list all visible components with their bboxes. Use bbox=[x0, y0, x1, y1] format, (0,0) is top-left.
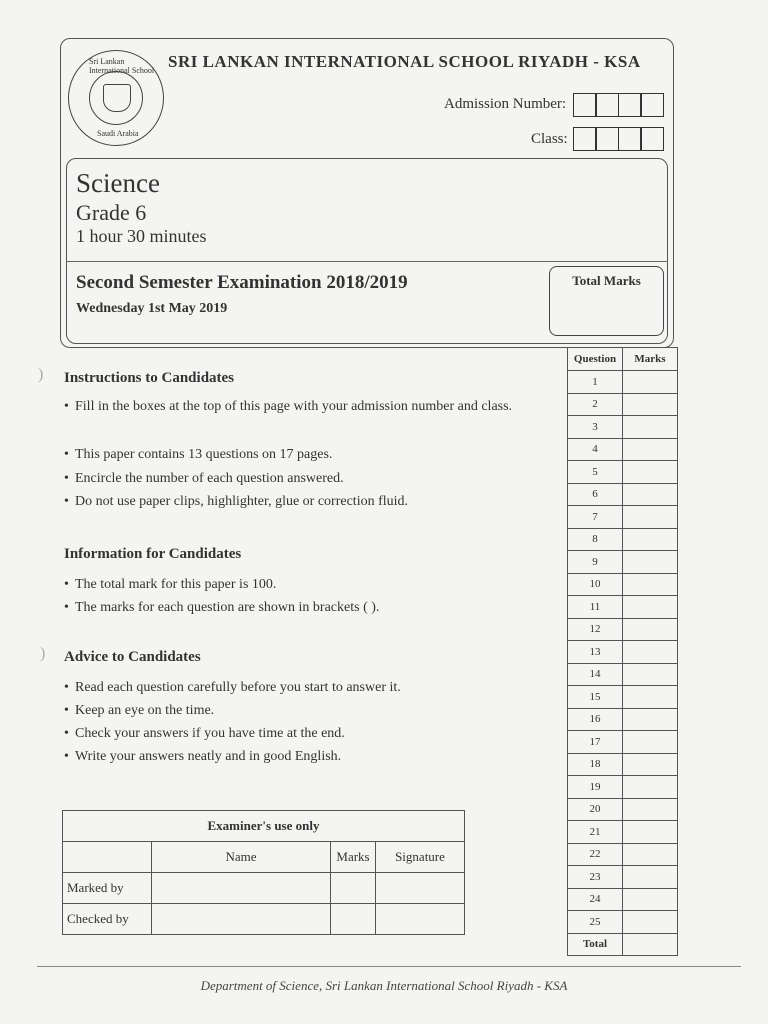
marks-cell[interactable] bbox=[623, 686, 678, 709]
total-marks-box[interactable] bbox=[549, 266, 664, 336]
logo-text-top: Sri Lankan International School bbox=[89, 57, 155, 75]
bullet-icon: • bbox=[64, 399, 69, 414]
marks-cell[interactable] bbox=[623, 416, 678, 439]
question-column-header: Question bbox=[568, 348, 623, 371]
table-row bbox=[568, 843, 678, 866]
question-number[interactable]: 4 bbox=[568, 438, 623, 461]
marks-cell[interactable] bbox=[623, 438, 678, 461]
admission-number-boxes[interactable] bbox=[574, 93, 664, 115]
divider bbox=[66, 261, 668, 262]
table-row bbox=[568, 888, 678, 911]
footer-divider bbox=[37, 966, 741, 967]
question-number[interactable]: 24 bbox=[568, 888, 623, 911]
grade-title: Grade 6 bbox=[76, 200, 147, 225]
question-number[interactable]: 13 bbox=[568, 641, 623, 664]
examiner-title: Examiner's use only bbox=[63, 811, 465, 842]
marks-cell[interactable] bbox=[623, 888, 678, 911]
examiner-header-row bbox=[63, 842, 465, 873]
table-row bbox=[568, 641, 678, 664]
marks-cell[interactable] bbox=[623, 506, 678, 529]
table-row bbox=[568, 753, 678, 776]
bullet-icon: • bbox=[64, 680, 69, 695]
school-name: SRI LANKAN INTERNATIONAL SCHOOL RIYADH - KSA bbox=[168, 52, 641, 71]
table-row bbox=[568, 483, 678, 506]
marks-cell[interactable] bbox=[623, 461, 678, 484]
examiner-title-row bbox=[63, 811, 465, 842]
class-box[interactable] bbox=[573, 127, 597, 151]
bullet-icon: • bbox=[64, 600, 69, 615]
question-number[interactable]: 12 bbox=[568, 618, 623, 641]
question-number[interactable]: 16 bbox=[568, 708, 623, 731]
table-row bbox=[568, 776, 678, 799]
checked-by-label: Checked by bbox=[63, 904, 152, 935]
table-row bbox=[568, 821, 678, 844]
question-number[interactable]: 7 bbox=[568, 506, 623, 529]
table-row bbox=[568, 461, 678, 484]
bullet-icon: • bbox=[64, 471, 69, 486]
table-row bbox=[568, 663, 678, 686]
advice-item: • Check your answers if you have time at the end. bbox=[64, 725, 345, 743]
total-label: Total bbox=[568, 933, 623, 956]
table-row bbox=[568, 596, 678, 619]
class-box[interactable] bbox=[618, 127, 642, 151]
marks-header: Marks bbox=[331, 842, 376, 873]
margin-mark: ) bbox=[38, 366, 44, 383]
question-number[interactable]: 11 bbox=[568, 596, 623, 619]
question-number[interactable]: 19 bbox=[568, 776, 623, 799]
marks-cell[interactable] bbox=[623, 708, 678, 731]
bullet-icon: • bbox=[64, 447, 69, 462]
logo-inner-ring bbox=[89, 71, 143, 125]
footer-text: Department of Science, Sri Lankan International School Riyadh - KSA bbox=[200, 978, 568, 993]
question-number[interactable]: 23 bbox=[568, 866, 623, 889]
bullet-icon: • bbox=[64, 494, 69, 509]
marks-cell[interactable] bbox=[623, 843, 678, 866]
marks-cell[interactable] bbox=[623, 596, 678, 619]
name-header: Name bbox=[152, 842, 331, 873]
advice-item: • Read each question carefully before you start to answer it. bbox=[64, 679, 401, 697]
question-number[interactable]: 21 bbox=[568, 821, 623, 844]
question-number[interactable]: 17 bbox=[568, 731, 623, 754]
marks-cell[interactable] bbox=[623, 483, 678, 506]
question-number[interactable]: 18 bbox=[568, 753, 623, 776]
marks-cell[interactable] bbox=[623, 731, 678, 754]
table-row bbox=[568, 551, 678, 574]
table-row bbox=[568, 573, 678, 596]
table-row bbox=[568, 798, 678, 821]
marks-cell[interactable] bbox=[623, 866, 678, 889]
table-row bbox=[568, 393, 678, 416]
question-number[interactable]: 5 bbox=[568, 461, 623, 484]
question-number[interactable]: 6 bbox=[568, 483, 623, 506]
blank-cell bbox=[63, 842, 152, 873]
marks-cell[interactable] bbox=[623, 371, 678, 394]
subject-title: Science bbox=[76, 168, 160, 198]
information-item: • The total mark for this paper is 100. bbox=[64, 576, 276, 594]
marked-by-name-cell[interactable] bbox=[152, 873, 331, 904]
exam-title: Second Semester Examination 2018/2019 bbox=[76, 272, 408, 293]
class-boxes[interactable] bbox=[574, 127, 664, 149]
marked-by-label: Marked by bbox=[63, 873, 152, 904]
instructions-heading: Instructions to Candidates bbox=[64, 370, 235, 386]
checked-by-marks-cell[interactable] bbox=[331, 904, 376, 935]
margin-mark: ) bbox=[40, 645, 46, 662]
marked-by-marks-cell[interactable] bbox=[331, 873, 376, 904]
table-header-row bbox=[568, 348, 678, 371]
table-row bbox=[568, 618, 678, 641]
question-number[interactable]: 25 bbox=[568, 911, 623, 934]
admission-box[interactable] bbox=[595, 93, 619, 117]
question-number[interactable]: 15 bbox=[568, 686, 623, 709]
information-item: • The marks for each question are shown in brackets ( ). bbox=[64, 599, 379, 617]
table-row bbox=[63, 873, 465, 904]
exam-date: Wednesday 1st May 2019 bbox=[76, 301, 228, 316]
marks-cell[interactable] bbox=[623, 776, 678, 799]
marks-cell[interactable] bbox=[623, 393, 678, 416]
checked-by-name-cell[interactable] bbox=[152, 904, 331, 935]
table-row bbox=[63, 904, 465, 935]
advice-item: • Write your answers neatly and in good English. bbox=[64, 748, 341, 766]
checked-by-signature-cell[interactable] bbox=[376, 904, 465, 935]
instruction-item: • Encircle the number of each question answered. bbox=[64, 470, 344, 488]
question-number[interactable]: 10 bbox=[568, 573, 623, 596]
bullet-icon: • bbox=[64, 749, 69, 764]
marks-cell[interactable] bbox=[623, 641, 678, 664]
admission-box[interactable] bbox=[640, 93, 664, 117]
marks-cell[interactable] bbox=[623, 618, 678, 641]
class-label: Class: bbox=[531, 131, 568, 147]
marks-cell[interactable] bbox=[623, 528, 678, 551]
marks-cell[interactable] bbox=[623, 911, 678, 934]
bullet-icon: • bbox=[64, 577, 69, 592]
question-number[interactable]: 8 bbox=[568, 528, 623, 551]
duration: 1 hour 30 minutes bbox=[76, 226, 207, 246]
question-number[interactable]: 9 bbox=[568, 551, 623, 574]
table-row bbox=[568, 731, 678, 754]
table-row bbox=[568, 708, 678, 731]
bullet-icon: • bbox=[64, 703, 69, 718]
instruction-item: • This paper contains 13 questions on 17 pages. bbox=[64, 446, 332, 464]
admission-label: Admission Number: bbox=[444, 96, 567, 112]
total-row bbox=[568, 933, 678, 956]
instruction-item: • Do not use paper clips, highlighter, glue or correction fluid. bbox=[64, 493, 408, 511]
class-box[interactable] bbox=[640, 127, 664, 151]
table-row bbox=[568, 911, 678, 934]
marks-cell[interactable] bbox=[623, 798, 678, 821]
marked-by-signature-cell[interactable] bbox=[376, 873, 465, 904]
marks-cell[interactable] bbox=[623, 551, 678, 574]
school-logo bbox=[68, 50, 164, 146]
advice-heading: Advice to Candidates bbox=[64, 649, 201, 665]
table-row bbox=[568, 416, 678, 439]
question-number[interactable]: 3 bbox=[568, 416, 623, 439]
question-number[interactable]: 22 bbox=[568, 843, 623, 866]
signature-header: Signature bbox=[376, 842, 465, 873]
total-marks-cell[interactable] bbox=[623, 933, 678, 956]
class-box[interactable] bbox=[595, 127, 619, 151]
question-rows bbox=[568, 371, 678, 956]
table-row bbox=[568, 506, 678, 529]
admission-box[interactable] bbox=[618, 93, 642, 117]
total-marks-label: Total Marks bbox=[572, 273, 641, 288]
shield-icon bbox=[103, 84, 131, 112]
marks-cell[interactable] bbox=[623, 573, 678, 596]
bullet-icon: • bbox=[64, 726, 69, 741]
marks-cell[interactable] bbox=[623, 663, 678, 686]
question-number[interactable]: 2 bbox=[568, 393, 623, 416]
marks-column-header: Marks bbox=[623, 348, 678, 371]
marks-cell[interactable] bbox=[623, 821, 678, 844]
question-marks-table bbox=[567, 347, 678, 956]
advice-item: • Keep an eye on the time. bbox=[64, 702, 214, 720]
examiner-table bbox=[62, 810, 465, 935]
table-row bbox=[568, 438, 678, 461]
instruction-item: • Fill in the boxes at the top of this page with your admission number and class. bbox=[64, 398, 554, 416]
information-heading: Information for Candidates bbox=[64, 546, 242, 562]
marks-cell[interactable] bbox=[623, 753, 678, 776]
table-row bbox=[568, 686, 678, 709]
table-row bbox=[568, 866, 678, 889]
logo-text-bottom: Saudi Arabia bbox=[97, 129, 139, 138]
table-row bbox=[568, 528, 678, 551]
question-number[interactable]: 14 bbox=[568, 663, 623, 686]
question-number[interactable]: 1 bbox=[568, 371, 623, 394]
question-number[interactable]: 20 bbox=[568, 798, 623, 821]
table-row bbox=[568, 371, 678, 394]
admission-box[interactable] bbox=[573, 93, 597, 117]
